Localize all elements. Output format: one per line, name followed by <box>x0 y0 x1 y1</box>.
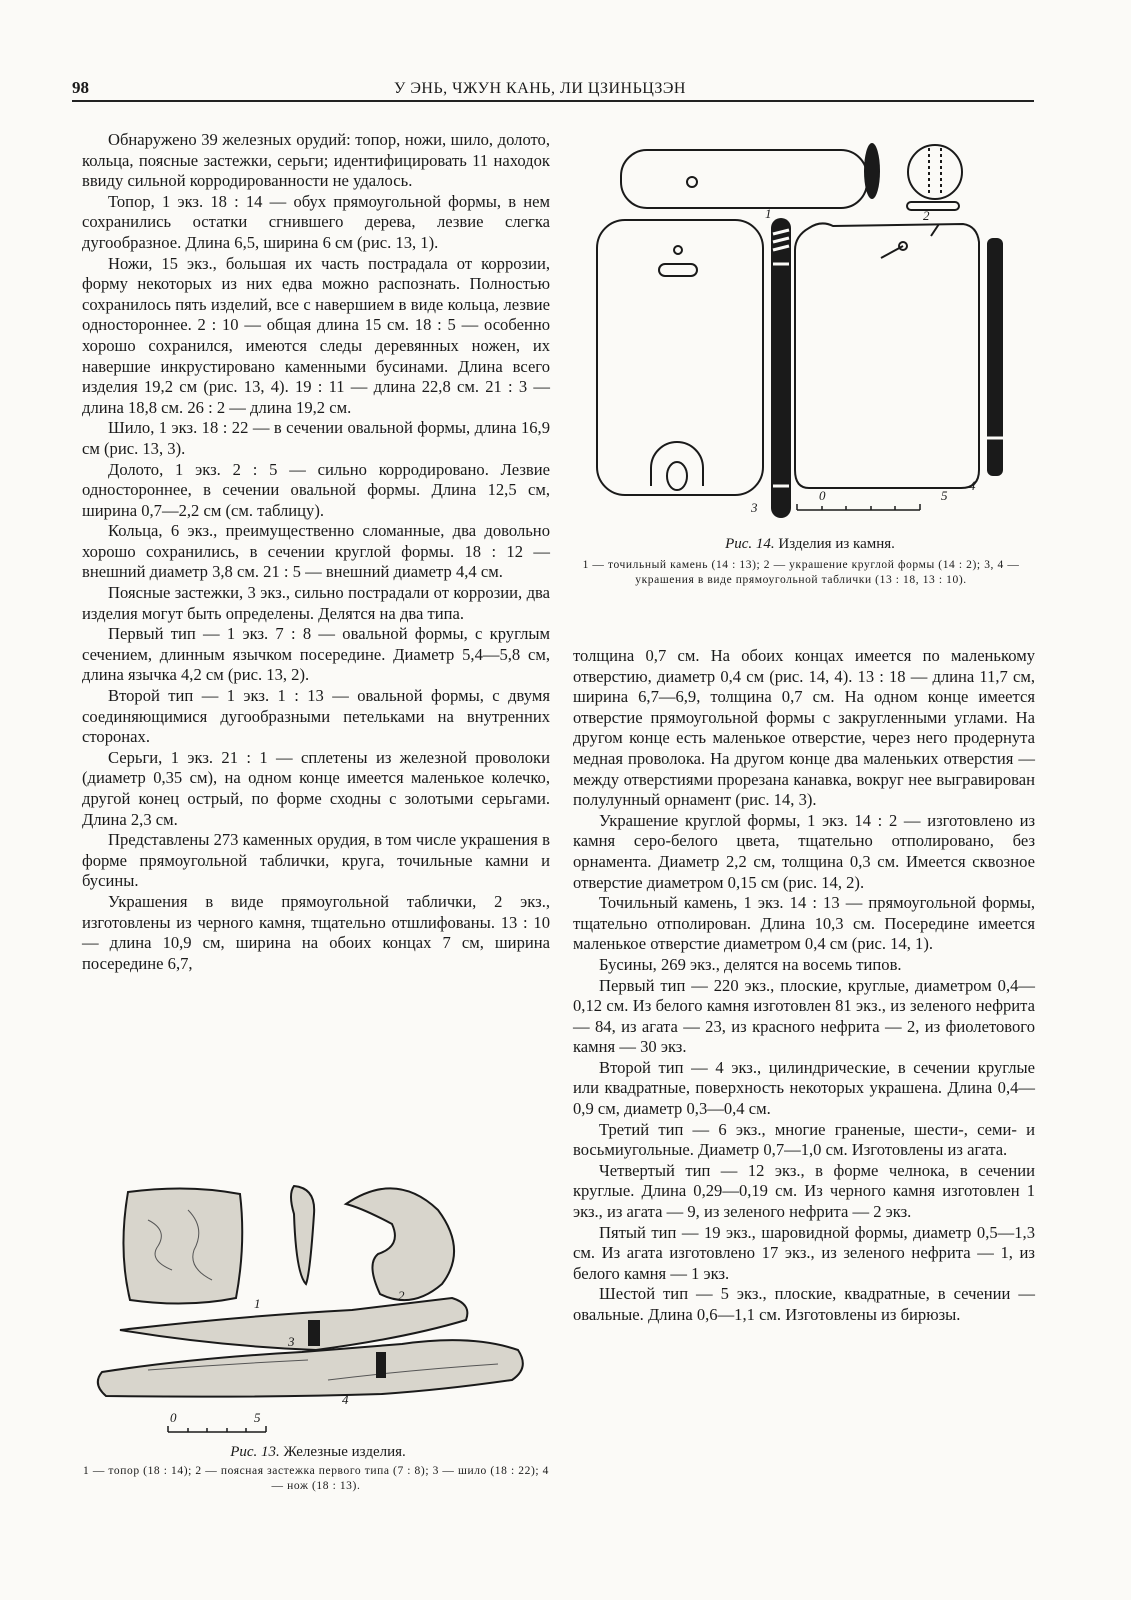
paragraph: Третий тип — 6 экз., многие граненые, шести-, семи- и восьмиугольные. Диаметр 0,7—1,0 см. Изготовлены из агата. <box>573 1119 1035 1160</box>
caption-title: Изделия из камня. <box>778 536 895 552</box>
plaque-3-outline <box>597 220 763 495</box>
scale-5: 5 <box>941 488 948 503</box>
header-rule <box>72 100 1034 102</box>
figure-14-caption <box>585 536 1035 553</box>
figure-14-stone-artifacts <box>585 138 1035 528</box>
figure-13-iron-artifacts <box>88 1180 548 1442</box>
paragraph: Серьги, 1 экз. 21 : 1 — сплетены из железной проволоки (диаметр 0,35 см), на одном конце имеется маленькое колечко, другой конец острый, по форме сходны с золотыми серьгами. Длина 2,3 см. <box>82 747 550 829</box>
caption-title: Железные изделия. <box>283 1444 406 1460</box>
round-ornament-section <box>907 202 959 210</box>
label-4: 4 <box>342 1392 349 1407</box>
caption-label: Рис. 14. <box>725 536 775 552</box>
paragraph: Обнаружено 39 железных орудий: топор, ножи, шило, долото, кольца, поясные застежки, серьги; идентифицировать 11 находок ввиду сильной корродированности не удалось. <box>82 130 550 191</box>
paragraph: Четвертый тип — 12 экз., в форме челнока, в сечении круглые. Длина 0,29—0,19 см. Из черного камня изготовлен 1 экз., из агата — 9, из зеленого нефрита — 2 экз. <box>573 1160 1035 1222</box>
figure-13-legend: 1 — топор (18 : 14); 2 — поясная застежка первого типа (7 : 8); 3 — шило (18 : 22); 4 — нож (18 : 13). <box>83 1465 549 1492</box>
axe-drawing <box>123 1188 242 1303</box>
whetstone-hole <box>687 177 697 187</box>
label-4: 4 <box>969 478 976 493</box>
paragraph: Точильный камень, 1 экз. 14 : 13 — прямоугольной формы, тщательно отполирован. Длина 10,3 см. Посередине имеется маленькое отверстие диаметром 0,4 см (рис. 14, 1). <box>573 893 1035 954</box>
whetstone-outline <box>621 150 867 208</box>
running-title: У ЭНЬ, ЧЖУН КАНЬ, ЛИ ЦЗИНЬЦЗЭН <box>394 80 686 97</box>
label-3: 3 <box>288 1334 295 1349</box>
right-column <box>573 646 1035 1326</box>
scale-5: 5 <box>254 1410 261 1425</box>
page-number: 98 <box>72 78 89 97</box>
paragraph: Украшение круглой формы, 1 экз. 14 : 2 — изготовлено из камня серо-белого цвета, тщательно отполировано, без орнамента. Диаметр 2,2 см, толщина 0,3 см. Имеется сквозное отверстие диаметром 0,15 см (рис. 14, 2). <box>573 810 1035 892</box>
label-3: 3 <box>751 500 758 515</box>
plaque-4-section <box>987 238 1003 476</box>
paragraph: Пятый тип — 19 экз., шаровидной формы, диаметр 0,5—1,3 см. Из агата изготовлено 17 экз., из зеленого нефрита — 1, из белого камня — 1 экз. <box>573 1222 1035 1283</box>
left-column <box>82 130 550 974</box>
figure-14-legend: 1 — точильный камень (14 : 13); 2 — украшение круглой формы (14 : 2); 3, 4 — украшения в виде прямоугольной таблички (13 : 18, 13 : 10). <box>582 559 1020 586</box>
scale-0: 0 <box>819 488 826 503</box>
plaque-3-crescent-ornament <box>651 442 703 486</box>
plaque-3-slot <box>659 264 697 276</box>
awl-drawing <box>291 1186 314 1284</box>
paragraph: Поясные застежки, 3 экз., сильно пострадали от коррозии, два изделия могут быть определены. Делятся на два типа. <box>82 583 550 623</box>
whetstone-section <box>864 143 880 199</box>
paragraph: Долото, 1 экз. 2 : 5 — сильно корродировано. Лезвие одностороннее, в сечении овальной формы. Длина 12,5 см, ширина 0,7—2,2 см (см. таблицу). <box>82 459 550 520</box>
figure-13-caption <box>88 1444 548 1461</box>
paragraph: Второй тип — 1 экз. 1 : 13 — овальной формы, с двумя соединяющимися дугообразными петельками на внутренних сторонах. <box>82 686 550 747</box>
label-2: 2 <box>923 208 930 223</box>
paragraph: Ножи, 15 экз., большая их часть пострадала от коррозии, форму некоторых из них едва можно распознать. Полностью сохранилось пять изделий, все с навершием в виде кольца, лезвие одностороннее. 2 : 10 — общая длина 15 см. 18 : 5 — особенно хорошо сохранился, имеются следы деревянных ножен, их навершие инкрустировано каменными бусинами. Длина всего изделия 19,2 см (рис. 13, 4). 19 : 11 — длина 22,8 см. 21 : 3 — длина 18,8 см. 26 : 2 — длина 19,2 см. <box>82 253 550 417</box>
round-ornament-outline <box>908 145 962 199</box>
paragraph: Топор, 1 экз. 18 : 14 — обух прямоугольной формы, в нем сохранились остатки сгнившего дерева, лезвие слегка дугообразное. Длина 6,5, ширина 6 см (рис. 13, 1). <box>82 191 550 252</box>
paragraph: толщина 0,7 см. На обоих концах имеется по маленькому отверстию, диаметр 0,4 см (рис. 14, 4). 13 : 18 — длина 11,7 см, ширина 6,7—6,9, толщина 0,7 см. На одном конце имеется отверстие прямоугольной формы с закругленными углами. На другом конце есть маленькое отверстие, через него продернута медная проволока. На другом конце два маленьких отверстия — между отверстиями прорезана канавка, вокруг нее выгравирован полулунный орнамент (рис. 14, 3). <box>573 646 1035 810</box>
label-1: 1 <box>765 206 772 221</box>
paragraph: Второй тип — 4 экз., цилиндрические, в сечении круглые или квадратные, поверхность некоторых украшена. Длина 0,4—0,9 см, диаметр 0,3—0,4 см. <box>573 1057 1035 1119</box>
paragraph: Представлены 273 каменных орудия, в том числе украшения в форме прямоугольной таблички, круга, точильные камни и бусины. <box>82 830 550 891</box>
figure-14-drawing <box>585 138 1035 528</box>
paragraph: Бусины, 269 экз., делятся на восемь типов. <box>599 954 902 974</box>
paragraph: Шестой тип — 5 экз., плоские, квадратные, в сечении — овальные. Длина 0,6—1,1 см. Изготовлены из бирюзы. <box>573 1284 1035 1324</box>
label-1: 1 <box>254 1296 261 1311</box>
paragraph: Шило, 1 экз. 18 : 22 — в сечении овальной формы, длина 16,9 см (рис. 13, 3). <box>82 418 550 458</box>
caption-label: Рис. 13. <box>230 1444 280 1460</box>
paragraph: Кольца, 6 экз., преимущественно сломанные, два довольно хорошо сохранились, в сечении круглой формы. 18 : 12 — внешний диаметр 3,8 см. 21 : 5 — внешний диаметр 4,4 см. <box>82 521 550 582</box>
paragraph: Украшения в виде прямоугольной таблички, 2 экз., изготовлены из черного камня, тщательно отшлифованы. 13 : 10 — длина 10,9 см, ширина на обоих концах 7 см, ширина посередине 6,7, <box>82 891 550 973</box>
paragraph: Первый тип — 220 экз., плоские, круглые, диаметром 0,4—0,12 см. Из белого камня изготовлен 81 экз., из зеленого нефрита — 84, из агата — 23, из красного нефрита — 2, из фиолетового камня — 30 экз. <box>573 975 1035 1057</box>
figure-13-drawing <box>88 1180 548 1442</box>
buckle-drawing <box>346 1188 454 1300</box>
plaque-4-outline <box>795 223 979 488</box>
paragraph: Первый тип — 1 экз. 7 : 8 — овальной формы, с круглым сечением, длинным язычком посередине. Диаметр 5,4—5,8 см, длина язычка 4,2 см (рис. 13, 2). <box>82 624 550 685</box>
label-2: 2 <box>398 1288 405 1303</box>
scale-0: 0 <box>170 1410 177 1425</box>
